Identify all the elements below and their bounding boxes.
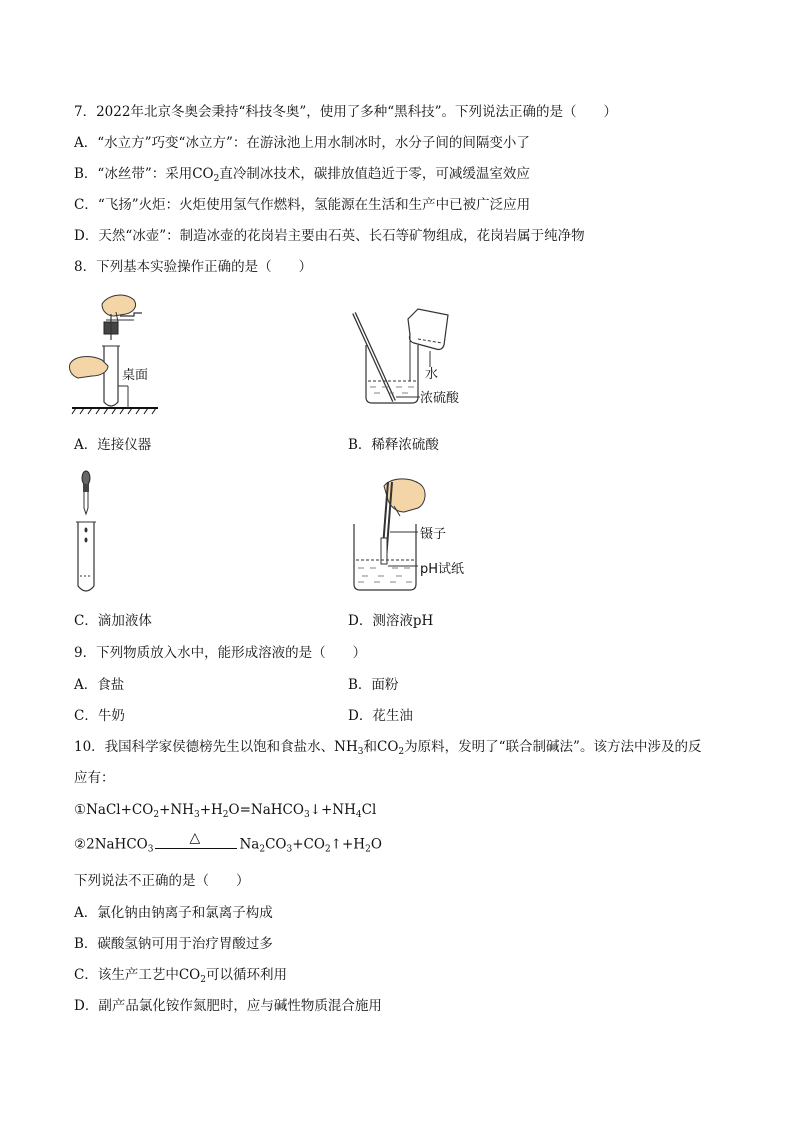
delta-symbol: △ <box>189 830 201 846</box>
q10-stem-line1: 10．我国科学家侯德榜先生以饱和食盐水、$NH_3$和$CO_2$为原料，发明了“联合制碱法”。该方法中涉及的反 <box>74 739 702 757</box>
q8-option-b: B．稀释浓硫酸 <box>348 437 439 453</box>
fig-d-paper-label: pH试纸 <box>420 562 465 577</box>
q7-option-b: B．“冰丝带”：采用$CO_2$直冷制冰技术，碳排放值趋近于零，可减缓温室效应 <box>74 166 530 184</box>
q10-option-b: B．碳酸氢钠可用于治疗胃酸过多 <box>74 936 273 952</box>
q7-stem <box>74 103 617 121</box>
q8-option-c: C．滴加液体 <box>74 613 152 629</box>
q8-option-a: A．连接仪器 <box>74 437 152 453</box>
q9-option-b: B．面粉 <box>348 677 399 693</box>
q7-stem-text: 7．2022年北京冬奥会秉持“科技冬奥”，使用了多种“黑科技”。下列说法正确的是（ ） <box>74 104 618 120</box>
q10-stem-line3: 下列说法不正确的是（ ） <box>74 873 250 889</box>
q10-option-d: D．副产品氯化铵作氮肥时，应与碱性物质混合施用 <box>74 998 382 1014</box>
q8-figure-a <box>68 290 228 420</box>
q9-option-c: C．牛奶 <box>74 708 125 724</box>
q9-option-a: A．食盐 <box>74 677 125 693</box>
q10-option-a: A．氯化钠由钠离子和氯离子构成 <box>74 905 273 921</box>
fig-b-acid-label: 浓硫酸 <box>420 391 460 406</box>
q8-option-d: D．测溶液pH <box>348 613 434 629</box>
q7-option-a: A．“水立方”巧变“冰立方”：在游泳池上用水制冰时，水分子间的间隔变小了 <box>74 135 530 151</box>
q7-option-c: C．“飞扬”火炬：火炬使用氢气作燃料，氢能源在生活和生产中已被广泛应用 <box>74 197 531 213</box>
q8-figure-c <box>68 468 128 598</box>
q10-equation-2: ②2NaHCO$_3$ △ $Na_2CO_3+CO_2↑+H_2O$ <box>74 830 382 855</box>
q10-stem-line2: 应有： <box>74 770 115 786</box>
q9-option-d: D．花生油 <box>348 708 413 724</box>
q7-option-d: D．天然“冰壶”：制造冰壶的花岗岩主要由石英、长石等矿物组成，花岗岩属于纯净物 <box>74 228 585 244</box>
fig-b-water-label: 水 <box>425 367 439 382</box>
fig-d-tweezers-label: 镊子 <box>420 527 447 542</box>
q8-figure-b <box>348 305 508 415</box>
q8-stem: 8．下列基本实验操作正确的是（ ） <box>74 259 313 275</box>
q9-stem: 9．下列物质放入水中，能形成溶液的是（ ） <box>74 645 367 661</box>
q8-figure-d <box>348 476 508 596</box>
heating-condition-arrow <box>153 830 239 856</box>
q10-option-c: C．该生产工艺中$CO_2$可以循环利用 <box>74 967 287 985</box>
equation-line <box>155 848 237 849</box>
q10-equation-1: $①NaCl+CO_2+NH_3+H_2O=NaHCO_3↓+NH_4Cl$ <box>74 802 377 820</box>
fig-a-desk-label: 桌面 <box>122 368 149 383</box>
